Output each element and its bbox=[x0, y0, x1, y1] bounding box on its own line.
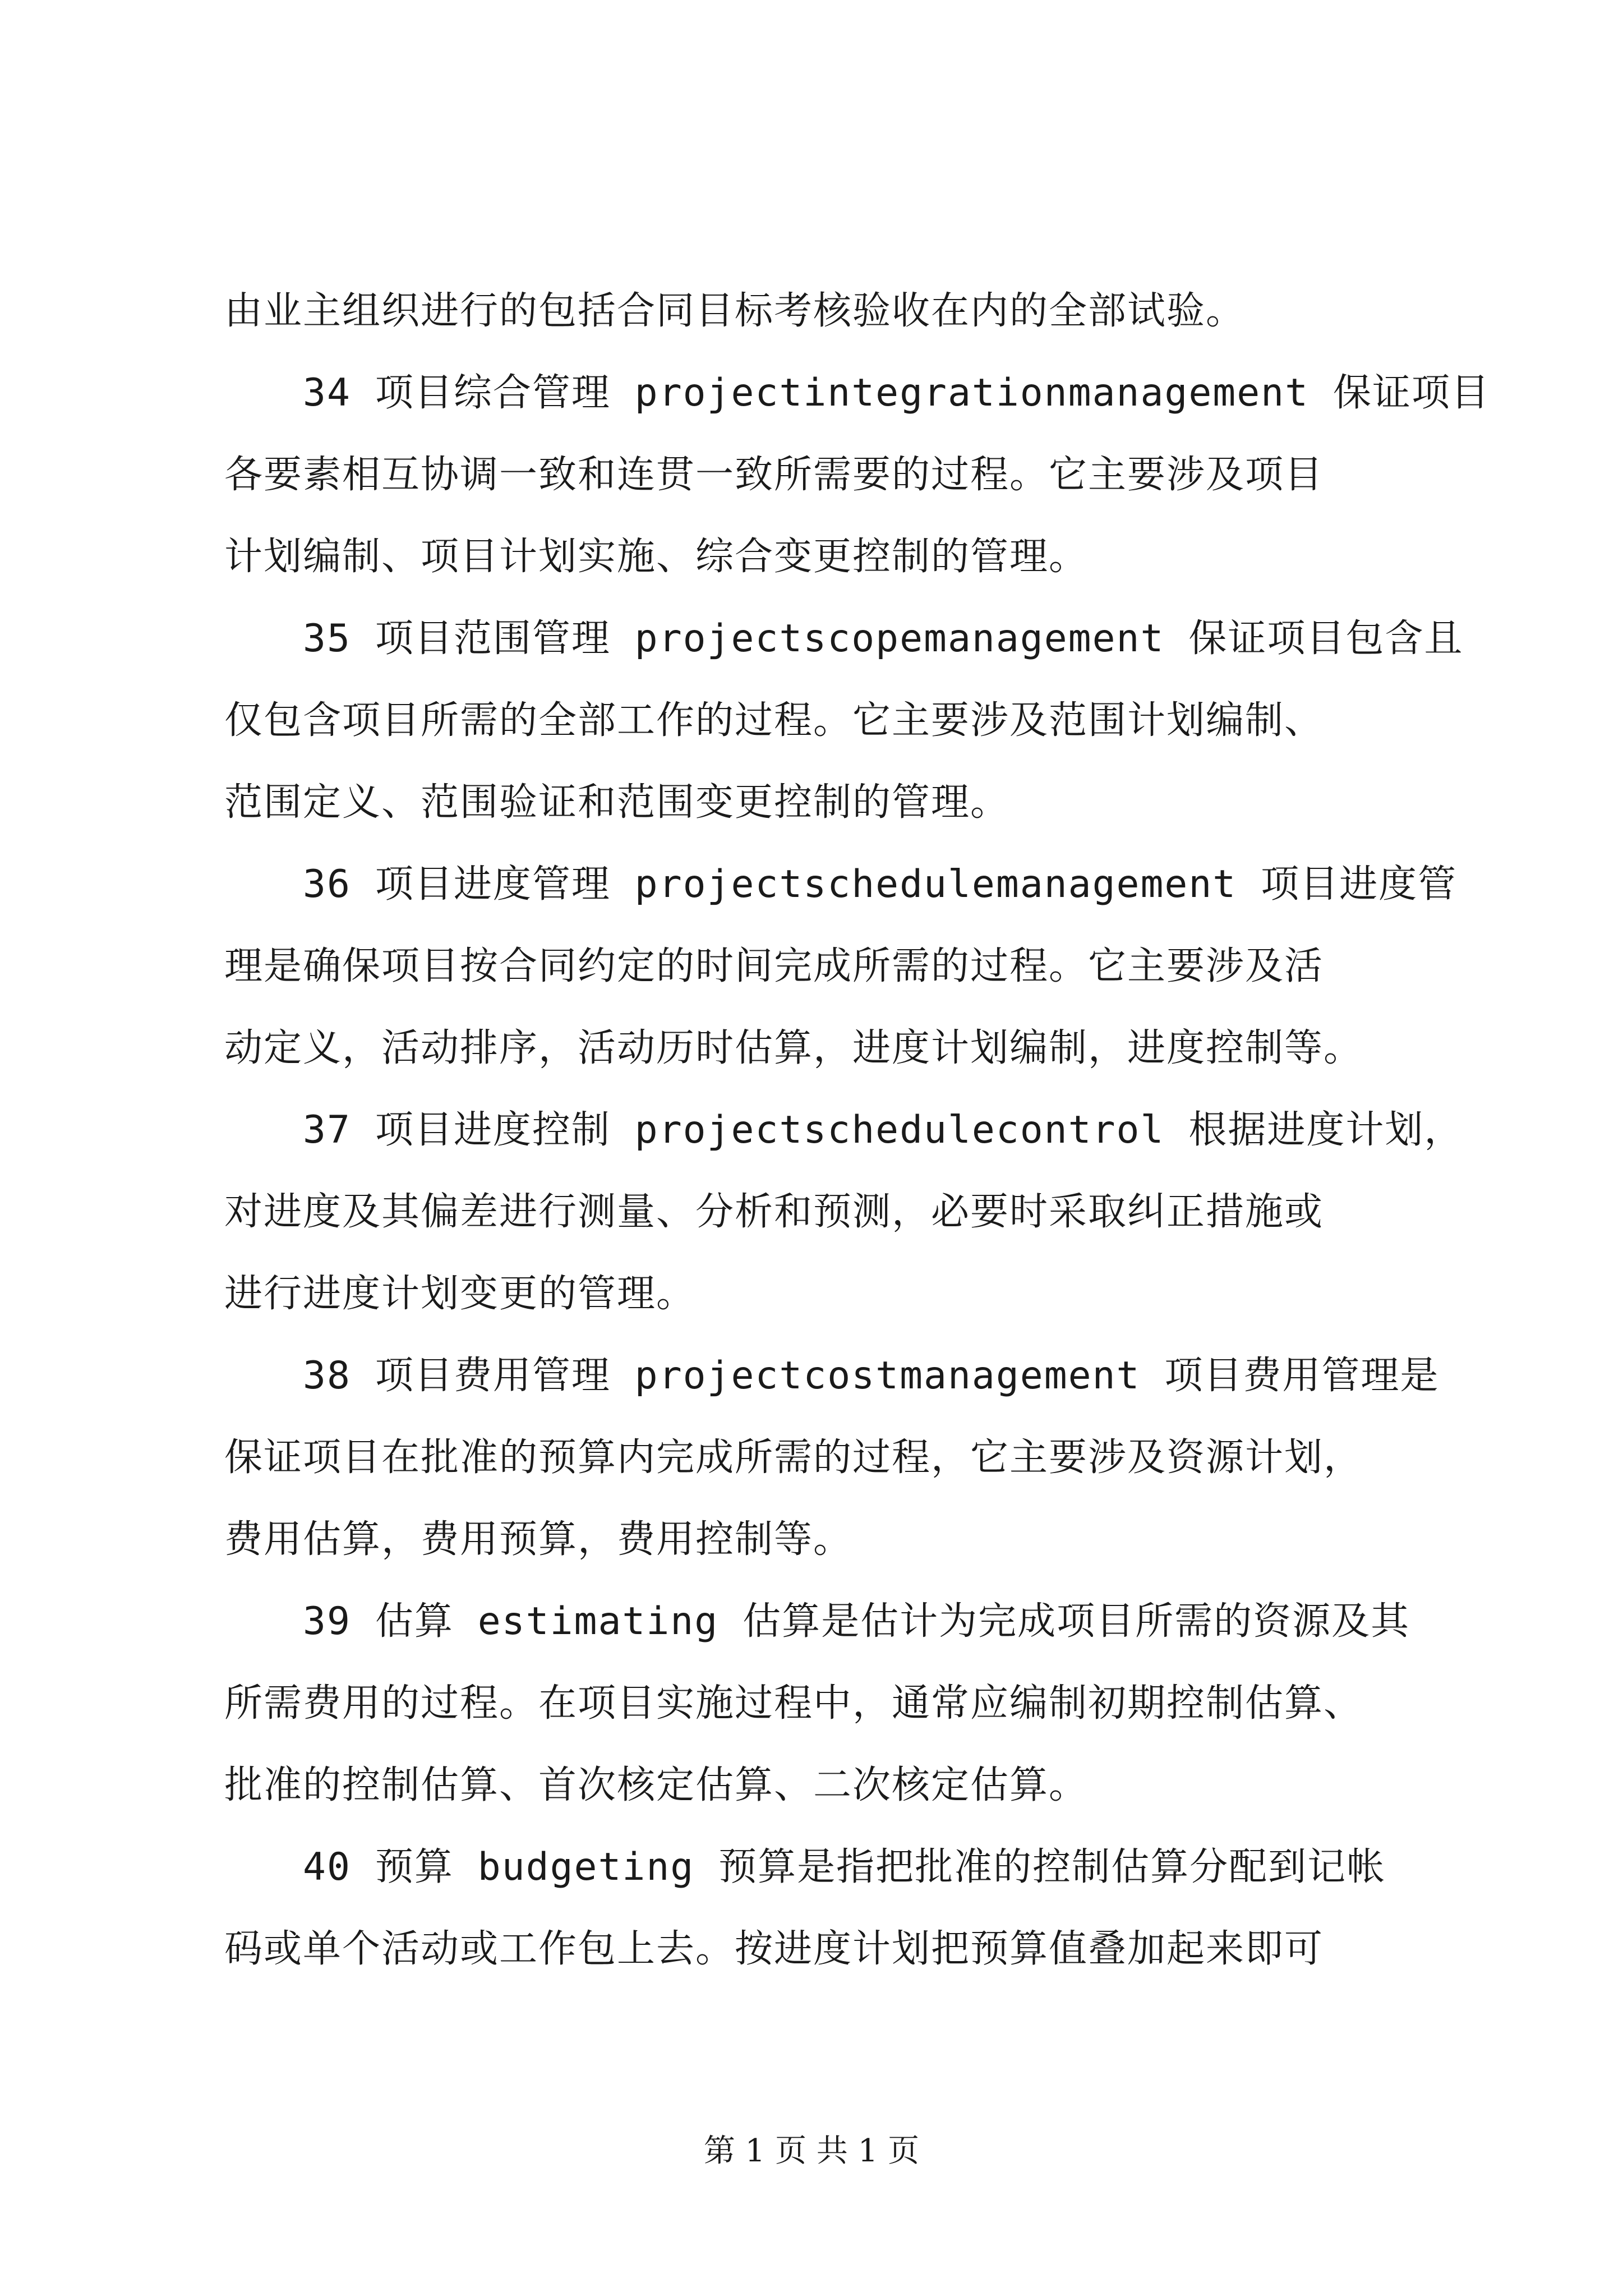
text-line: 批准的控制估算、首次核定估算、二次核定估算。 bbox=[224, 1763, 1089, 1807]
text-line-paragraph-start: 35 项目范围管理 projectscopemanagement 保证项目包含且 bbox=[303, 616, 1464, 661]
text-line: 保证项目在批准的预算内完成所需的过程，它主要涉及资源计划， bbox=[224, 1435, 1363, 1480]
text-line-paragraph-start: 36 项目进度管理 projectschedulemanagement 项目进度管 bbox=[303, 862, 1458, 907]
text-line: 码或单个活动或工作包上去。按进度计划把预算值叠加起来即可 bbox=[224, 1927, 1324, 1971]
text-line: 所需费用的过程。在项目实施过程中，通常应编制初期控制估算、 bbox=[224, 1681, 1363, 1726]
text-line: 各要素相互协调一致和连贯一致所需要的过程。它主要涉及项目 bbox=[224, 453, 1324, 497]
text-line-paragraph-start: 40 预算 budgeting 预算是指把批准的控制估算分配到记帐 bbox=[303, 1845, 1386, 1889]
text-line-paragraph-start: 37 项目进度控制 projectschedulecontrol 根据进度计划， bbox=[303, 1108, 1464, 1152]
text-line: 费用估算，费用预算，费用控制等。 bbox=[224, 1517, 853, 1562]
text-line: 进行进度计划变更的管理。 bbox=[224, 1272, 696, 1316]
text-line-paragraph-start: 34 项目综合管理 projectintegrationmanagement 保证项目 bbox=[303, 371, 1491, 415]
text-line: 计划编制、项目计划实施、综合变更控制的管理。 bbox=[224, 535, 1089, 579]
page-number-footer: 第 1 页 共 1 页 bbox=[703, 2133, 920, 2169]
text-line: 范围定义、范围验证和范围变更控制的管理。 bbox=[224, 780, 1010, 825]
text-line: 仅包含项目所需的全部工作的过程。它主要涉及范围计划编制、 bbox=[224, 698, 1324, 743]
text-line-paragraph-start: 38 项目费用管理 projectcostmanagement 项目费用管理是 bbox=[303, 1354, 1440, 1398]
text-line: 动定义，活动排序，活动历时估算，进度计划编制，进度控制等。 bbox=[224, 1026, 1363, 1070]
text-line: 由业主组织进行的包括合同目标考核验收在内的全部试验。 bbox=[224, 289, 1246, 333]
text-line: 理是确保项目按合同约定的时间完成所需的过程。它主要涉及活 bbox=[224, 944, 1324, 988]
text-line: 对进度及其偏差进行测量、分析和预测，必要时采取纠正措施或 bbox=[224, 1190, 1324, 1234]
body-text bbox=[224, 270, 1491, 1990]
text-line-paragraph-start: 39 估算 estimating 估算是估计为完成项目所需的资源及其 bbox=[303, 1599, 1410, 1644]
